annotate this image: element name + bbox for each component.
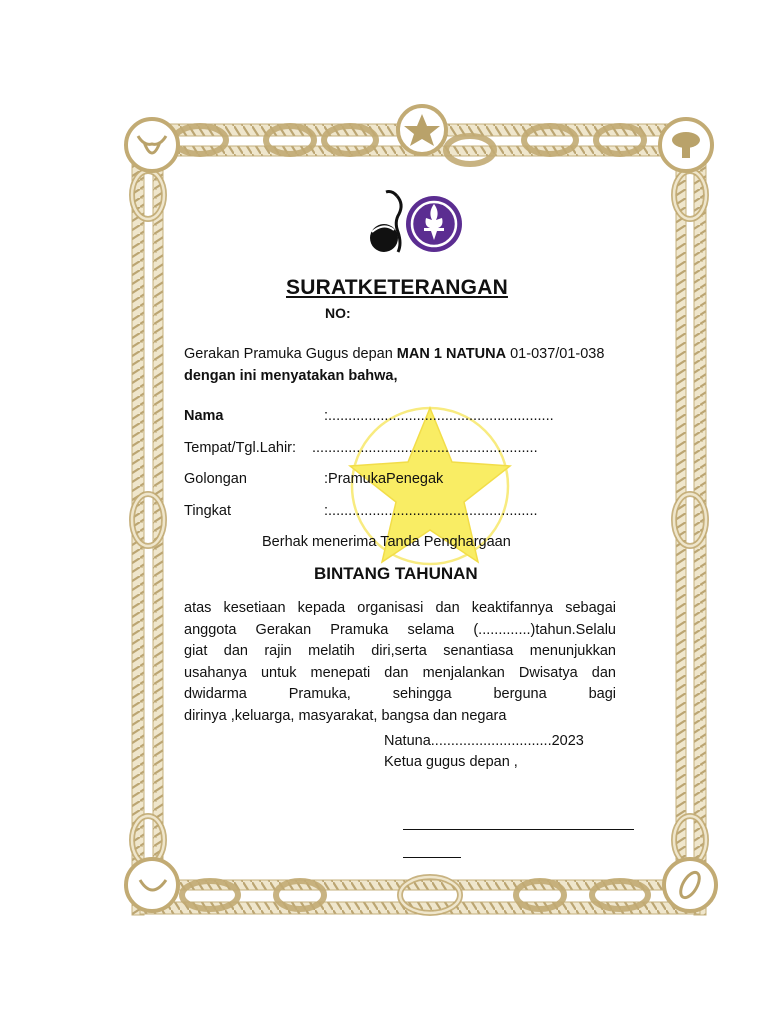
body-paragraph xyxy=(184,598,616,728)
body-line-4: usahanya untuk menepati dan menjalankan Dwisatya dan xyxy=(184,664,616,681)
body-line-6: dirinya ,keluarga, masyarakat, bangsa dan negara xyxy=(184,707,507,724)
world-scout-emblem xyxy=(406,196,462,252)
field-value-nama: :........................................................ xyxy=(324,408,554,424)
field-value-tempat-tgl-lahir: ........................................................ xyxy=(312,440,538,456)
tunas-kelapa-logo xyxy=(370,192,401,253)
intro-line-2: dengan ini menyatakan bahwa, xyxy=(184,368,398,384)
body-line-1: atas kesetiaan kepada organisasi dan keaktifannya sebagai xyxy=(184,600,616,616)
field-value-golongan: :PramukaPenegak xyxy=(324,471,444,487)
field-label-golongan: Golongan xyxy=(184,471,247,487)
body-line-5: dwidarma Pramuka, sehingga berguna bagi xyxy=(184,686,616,703)
document-number-label: NO: xyxy=(325,305,351,321)
intro-line-1 xyxy=(184,346,604,362)
signature-line xyxy=(403,829,634,830)
body-line-3: giat dan rajin melatih diri,serta senantiasa menunjukkan xyxy=(184,643,616,660)
paddy-cotton-icon xyxy=(126,859,178,911)
chain-icon xyxy=(664,859,716,911)
field-value-tingkat: :.................................................... xyxy=(324,503,538,519)
school-name: MAN 1 NATUNA xyxy=(396,346,507,362)
banyan-tree-icon xyxy=(660,119,712,171)
signature-line-short xyxy=(403,857,461,858)
field-label-nama: Nama xyxy=(184,408,224,424)
award-name: BINTANG TAHUNAN xyxy=(314,564,478,583)
award-line: Berhak menerima Tanda Penghargaan xyxy=(262,534,511,550)
intro-prefix: Gerakan Pramuka Gugus depan xyxy=(184,346,397,362)
gugus-number: 01-037/01-038 xyxy=(506,346,605,362)
body-line-2: anggota Gerakan Pramuka selama (.............)tahun.Selalu xyxy=(184,621,616,638)
star-icon xyxy=(398,106,446,154)
buffalo-head-icon xyxy=(126,119,178,171)
field-label-tempat-tgl-lahir: Tempat/Tgl.Lahir: xyxy=(184,440,297,456)
place-date: Natuna..............................2023 xyxy=(384,733,584,749)
signatory-title: Ketua gugus depan , xyxy=(384,754,518,770)
document-title: SURATKETERANGAN xyxy=(286,276,508,299)
field-label-tingkat: Tingkat xyxy=(184,503,232,519)
